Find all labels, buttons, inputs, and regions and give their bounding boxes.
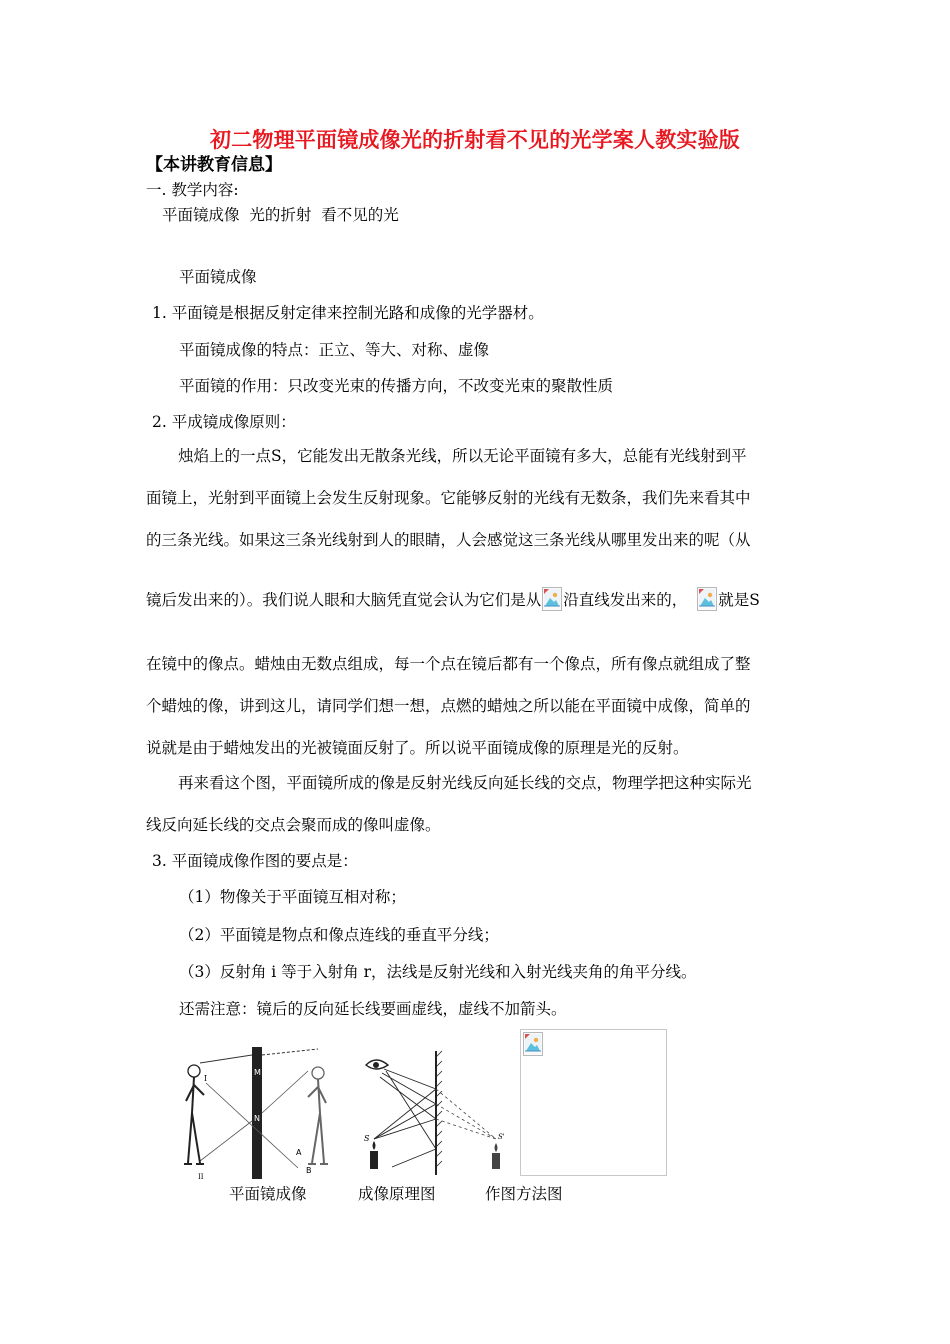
paragraph-principle-cont [146,653,802,779]
broken-image-icon [523,1032,543,1056]
para-line: 烛焰上的一点S，它能发出无散条光线，所以无论平面镜有多大，总能有光线射到平 [178,447,747,465]
label-ii: II [198,1173,204,1181]
figure-drawing-method-placeholder [520,1029,667,1176]
label-n: N [254,1114,260,1123]
section-header: 【本讲教育信息】 [146,155,282,175]
para-line-part: 沿直线发出来的， [563,591,688,609]
para-line: 个蜡烛的像，讲到这儿，请同学们想一想，点燃的蜡烛之所以能在平面镜中成像，简单的 [146,697,751,715]
label-s-prime: S' [498,1133,505,1141]
para-line: 说就是由于蜡烛发出的光被镜面反射了。所以说平面镜成像的原理是光的反射。 [146,739,689,757]
para-line-with-images [146,587,760,611]
paragraph-virtual-image [146,772,802,856]
document-title: 初二物理平面镜成像光的折射看不见的光学案人教实验版 [210,128,740,152]
item-1-features: 平面镜成像的特点：正立、等大、对称、虚像 [179,341,490,359]
paragraph-principle [146,445,802,571]
candle-image-icon [492,1153,500,1169]
label-b: B [306,1166,312,1175]
label-s: S [364,1134,370,1143]
caption-principle: 成像原理图 [358,1185,436,1203]
point-3: （3）反射角 i 等于入射角 r，法线是反射光线和入射光线夹角的角平分线。 [179,963,697,981]
caption-drawing-method: 作图方法图 [485,1185,563,1203]
para-line: 线反向延长线的交点会聚而成的像叫虚像。 [146,816,441,834]
subtitle-plane-mirror: 平面镜成像 [179,268,257,286]
item-2: 2. 平成镜成像原则： [152,413,296,431]
label-a: A [296,1148,302,1157]
label-i: I [204,1074,208,1083]
para-line: 面镜上，光射到平面镜上会发生反射现象。它能够反射的光线有无数条，我们先来看其中 [146,489,751,507]
topics-line: 平面镜成像 光的折射 看不见的光 [162,206,399,224]
item-1: 1. 平面镜是根据反射定律来控制光路和成像的光学器材。 [152,304,544,322]
para-line: 的三条光线。如果这三条光线射到人的眼睛，人会感觉这三条光线从哪里发出来的呢（从 [146,531,751,549]
mirror-bar [252,1047,262,1179]
figure-imaging-principle [362,1049,512,1177]
broken-image-icon [697,587,717,611]
point-2: （2）平面镜是物点和像点连线的垂直平分线； [179,926,499,944]
item-3: 3. 平面镜成像作图的要点是： [152,852,358,870]
para-line: 再来看这个图，平面镜所成的像是反射光线反向延长线的交点，物理学把这种实际光 [178,774,752,792]
para-line-part: 镜后发出来的）。我们说人眼和大脑凭直觉会认为它们是从 [146,591,542,609]
figure-plane-mirror-imaging [178,1043,338,1183]
item-1-effect: 平面镜的作用：只改变光束的传播方向，不改变光束的聚散性质 [179,377,614,395]
broken-image-icon [542,587,562,611]
caption-plane-mirror: 平面镜成像 [229,1185,307,1203]
note: 还需注意：镜后的反向延长线要画虚线，虚线不加箭头。 [179,1000,567,1018]
label-m: M [254,1068,261,1077]
heading-teaching-content: 一. 教学内容: [146,181,239,199]
para-line: 在镜中的像点。蜡烛由无数点组成，每一个点在镜后都有一个像点，所有像点就组成了整 [146,655,751,673]
candle-icon [370,1151,378,1169]
para-line-part: 就是S [718,591,760,609]
point-1: （1）物像关于平面镜互相对称； [179,888,406,906]
